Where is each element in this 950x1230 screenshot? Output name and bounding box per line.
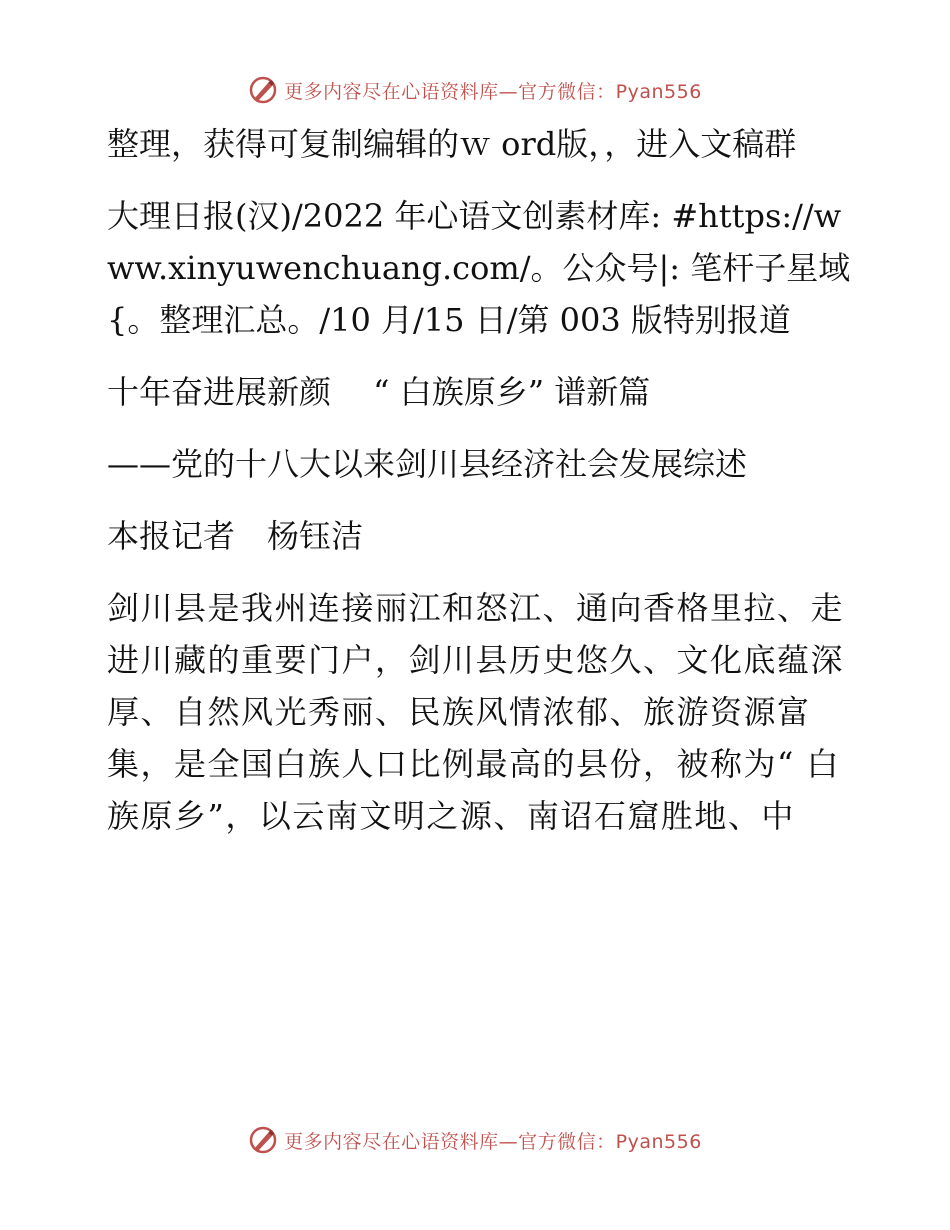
article-title: 十年奋进展新颜 “ 白族原乡” 谱新篇: [107, 373, 651, 411]
paragraph-intro: 整理，获得可复制编辑的ｗ ord版，，进入文稿群: [107, 125, 797, 163]
paragraph-source: 大理日报(汉)/2022 年心语文创素材库: #https://www.xinyuwenchuang.com/。公众号|: 笔杆子星域{。整理汇总。/10 月/15 日/第 003 版特别报道: [107, 197, 851, 339]
article-subtitle: ——党的十八大以来剑川县经济社会发展综述: [107, 445, 748, 483]
footer-watermark-banner: [0, 1120, 950, 1160]
article-byline: 本报记者 杨钰洁: [107, 517, 364, 555]
header-watermark-text: 更多内容尽在心语资料库—官方微信：Pyan556: [284, 80, 702, 103]
footer-watermark-text: 更多内容尽在心语资料库—官方微信：Pyan556: [284, 1130, 702, 1153]
document-body: [97, 118, 857, 842]
header-watermark-banner: [0, 70, 950, 110]
pen-logo-icon: [248, 75, 278, 105]
pen-logo-icon: [248, 1125, 278, 1155]
paragraph-body: 剑川县是我州连接丽江和怒江、通向香格里拉、走进川藏的重要门户，剑川县历史悠久、文化底蕴深厚、自然风光秀丽、民族风情浓郁、旅游资源富集，是全国白族人口比例最高的县份，被称为“ 白族原乡”，以云南文明之源、南诏石窟胜地、中: [107, 589, 845, 835]
